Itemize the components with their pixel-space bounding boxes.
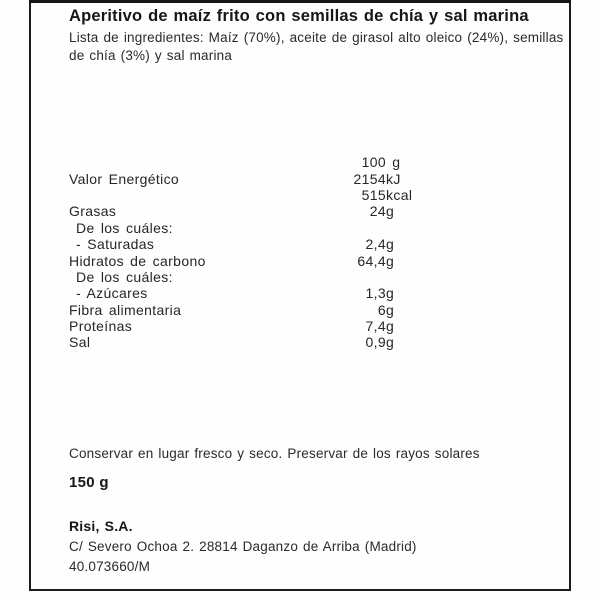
nutrient-value bbox=[321, 220, 386, 236]
nutrition-row-of-which-carbs bbox=[69, 269, 414, 285]
nutrient-value: 2154 bbox=[353, 170, 386, 187]
nutrient-unit: g bbox=[386, 334, 395, 351]
nutrition-row-fat bbox=[69, 203, 414, 219]
label-border-frame bbox=[29, 0, 571, 591]
nutrient-unit: g bbox=[386, 236, 395, 253]
nutrient-unit: g bbox=[386, 301, 395, 318]
nutrient-name: De los cuáles: bbox=[76, 268, 173, 285]
nutrition-row-protein bbox=[69, 318, 414, 334]
nutrient-unit: g bbox=[386, 252, 395, 269]
nutrient-name: Fibra alimentaria bbox=[69, 301, 182, 318]
storage-instructions: Conservar en lugar fresco y seco. Preservar de los rayos solares bbox=[69, 446, 480, 461]
nutrition-row-salt bbox=[69, 334, 414, 350]
nutrient-name: - Saturadas bbox=[76, 236, 155, 253]
nutrient-name: - Azúcares bbox=[76, 285, 148, 302]
nutrient-unit: g bbox=[386, 154, 401, 171]
product-title: Aperitivo de maíz frito con semillas de chía y sal marina bbox=[69, 7, 529, 25]
nutrient-unit: g bbox=[386, 318, 395, 335]
nutrient-value: 515 bbox=[361, 186, 386, 203]
ingredients-text: Lista de ingredientes: Maíz (70%), aceite de girasol alto oleico (24%), semillas de chía (3%) y sal marina bbox=[69, 30, 564, 63]
nutrient-value: 24 bbox=[369, 203, 386, 220]
nutrient-value: 1,3 bbox=[365, 285, 386, 302]
nutrient-unit: kcal bbox=[386, 186, 413, 203]
nutrition-row-fibre bbox=[69, 302, 414, 318]
nutrient-unit: g bbox=[386, 285, 395, 302]
nutrition-row-saturates bbox=[69, 236, 414, 252]
nutrient-value: 64,4 bbox=[357, 252, 386, 269]
nutrient-name bbox=[69, 154, 321, 170]
manufacturer-registry-number: 40.073660/M bbox=[69, 559, 151, 574]
nutrient-name: Sal bbox=[69, 334, 91, 351]
nutrient-name bbox=[69, 187, 321, 203]
nutrient-name: Hidratos de carbono bbox=[69, 252, 206, 269]
nutrition-row-energy-kj bbox=[69, 170, 414, 186]
net-weight: 150 g bbox=[69, 474, 109, 491]
nutrient-name: De los cuáles: bbox=[76, 219, 173, 236]
nutrient-name: Valor Energético bbox=[69, 170, 180, 187]
manufacturer-address: C/ Severo Ochoa 2. 28814 Daganzo de Arriba (Madrid) bbox=[69, 538, 417, 554]
nutrient-name: Grasas bbox=[69, 203, 117, 220]
nutrition-table bbox=[69, 154, 414, 351]
nutrition-row-energy-kcal bbox=[69, 187, 414, 203]
nutrient-unit bbox=[386, 269, 414, 285]
nutrient-unit bbox=[386, 220, 414, 236]
nutrient-value: 2,4 bbox=[365, 236, 386, 253]
nutrition-row-serving-header bbox=[69, 154, 414, 170]
nutrition-row-carbohydrate bbox=[69, 252, 414, 268]
nutrition-row-sugars bbox=[69, 285, 414, 301]
manufacturer-block bbox=[69, 516, 417, 578]
nutrient-name: Proteínas bbox=[69, 318, 133, 335]
nutrient-value: 6 bbox=[377, 301, 386, 318]
manufacturer-name: Risi, S.A. bbox=[69, 518, 133, 534]
nutrient-value: 7,4 bbox=[365, 318, 386, 335]
nutrient-value bbox=[321, 269, 386, 285]
nutrition-row-of-which-fat bbox=[69, 220, 414, 236]
nutrient-value: 100 bbox=[361, 154, 386, 171]
nutrient-unit: g bbox=[386, 203, 395, 220]
nutrient-value: 0,9 bbox=[365, 334, 386, 351]
nutrient-unit: kJ bbox=[386, 170, 401, 187]
